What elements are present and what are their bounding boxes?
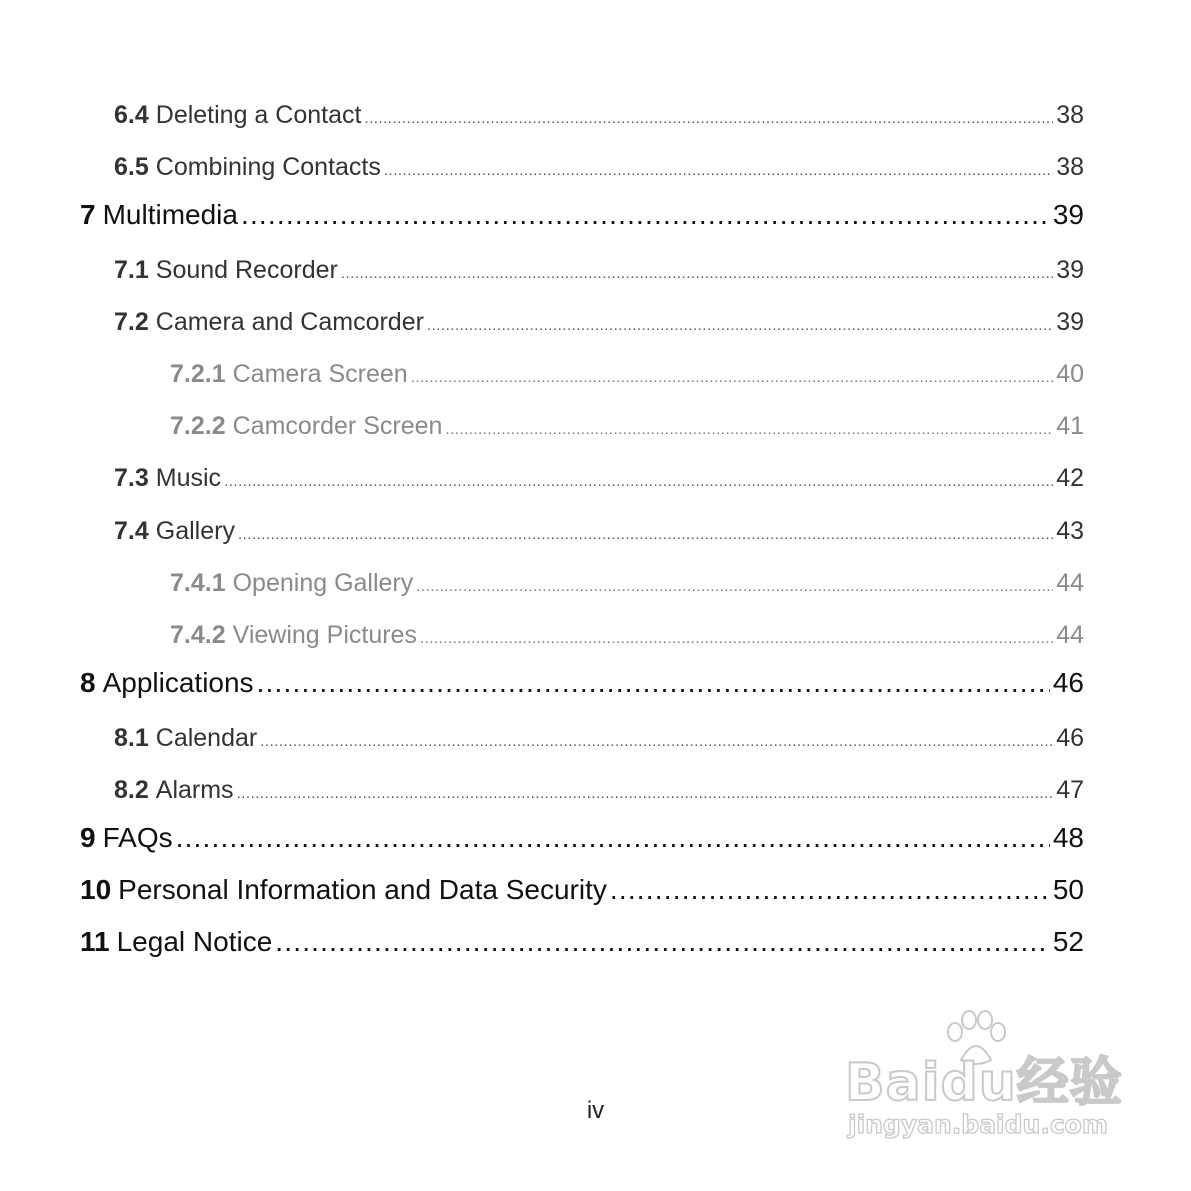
toc-entry-number: 9 — [80, 822, 96, 853]
dot-leader — [384, 162, 1053, 179]
dot-leader — [416, 578, 1053, 595]
dot-leader — [238, 526, 1053, 543]
toc-entry-title: FAQs — [102, 822, 173, 853]
dot-leader — [176, 822, 1050, 854]
toc-entry-number: 7 — [80, 199, 96, 230]
toc-entry-page: 41 — [1056, 412, 1084, 440]
toc-entry-title: Combining Contacts — [155, 153, 381, 181]
toc-entry-page: 39 — [1056, 308, 1084, 336]
toc-entry[interactable] — [114, 517, 1084, 553]
toc-entry-number: 8.2 — [114, 776, 149, 804]
toc-entry-number: 7.1 — [114, 256, 149, 284]
toc-entry-number: 7.4 — [114, 517, 149, 545]
dot-leader — [445, 421, 1053, 438]
toc-entry[interactable] — [114, 724, 1084, 760]
dot-leader — [275, 926, 1050, 958]
toc-entry-title: Alarms — [155, 776, 234, 804]
toc-entry-title: Calendar — [155, 724, 258, 752]
toc-entry-title: Personal Information and Data Security — [118, 874, 607, 905]
dot-leader — [341, 265, 1053, 282]
toc-entry-number: 7.2.2 — [170, 412, 226, 440]
toc-entry-page: 39 — [1052, 199, 1084, 230]
toc-entry-title: Music — [155, 464, 222, 492]
dot-leader — [420, 630, 1053, 647]
toc-entry-number: 7.4.2 — [170, 621, 226, 649]
toc-entry-page: 46 — [1056, 724, 1084, 752]
toc-entry-number: 7.2 — [114, 308, 149, 336]
toc-entry-title: Deleting a Contact — [155, 101, 362, 129]
toc-entry[interactable] — [80, 822, 1084, 862]
dot-leader — [241, 199, 1050, 231]
watermark-url: jingyan.baidu.com — [848, 1110, 1108, 1139]
toc-entry[interactable] — [114, 153, 1084, 189]
toc-entry-number: 10 — [80, 874, 112, 905]
toc-entry-page: 43 — [1056, 517, 1084, 545]
toc-entry-number: 8.1 — [114, 724, 149, 752]
toc-entry-number: 6.4 — [114, 101, 149, 129]
toc-entry[interactable] — [114, 776, 1084, 812]
toc-entry-page: 38 — [1056, 153, 1084, 181]
toc-entry-page: 39 — [1056, 256, 1084, 284]
dot-leader — [257, 667, 1050, 699]
dot-leader — [224, 473, 1053, 490]
toc-entry-title: Camcorder Screen — [232, 412, 443, 440]
toc-entry[interactable] — [170, 360, 1084, 396]
toc-entry-number: 7.4.1 — [170, 569, 226, 597]
toc-entry-page: 40 — [1056, 360, 1084, 388]
dot-leader — [427, 317, 1053, 334]
toc-entry-title: Camera Screen — [232, 360, 408, 388]
toc-entry-page: 38 — [1056, 101, 1084, 129]
toc-entry[interactable] — [114, 101, 1084, 137]
toc-entry[interactable] — [114, 308, 1084, 344]
toc-entry-page: 52 — [1052, 926, 1084, 957]
toc-entry[interactable] — [80, 199, 1084, 239]
toc-entry[interactable] — [114, 256, 1084, 292]
toc-entry[interactable] — [80, 926, 1084, 966]
toc-entry-page: 50 — [1052, 874, 1084, 905]
toc-entry-title: Camera and Camcorder — [155, 308, 424, 336]
toc-entry-title: Legal Notice — [116, 926, 273, 957]
toc-entry-page: 42 — [1056, 464, 1084, 492]
toc-entry[interactable] — [170, 621, 1084, 657]
toc-entry-page: 46 — [1052, 667, 1084, 698]
toc-entry-number: 11 — [80, 926, 110, 957]
toc-entry-number: 6.5 — [114, 153, 149, 181]
toc-entry[interactable] — [170, 569, 1084, 605]
toc-entry-number: 7.2.1 — [170, 360, 226, 388]
toc-entry-title: Applications — [102, 667, 254, 698]
toc-entry[interactable] — [170, 412, 1084, 448]
dot-leader — [364, 110, 1053, 127]
toc-entry-page: 48 — [1052, 822, 1084, 853]
toc-entry-title: Multimedia — [102, 199, 238, 230]
page-number: iv — [586, 1097, 605, 1124]
toc-entry[interactable] — [114, 464, 1084, 500]
dot-leader — [237, 785, 1054, 802]
toc-entry-page: 47 — [1056, 776, 1084, 804]
watermark-logo-text: Baidu经验 — [845, 1053, 1123, 1113]
toc-entry-page: 44 — [1056, 569, 1084, 597]
toc-entry[interactable] — [80, 667, 1084, 707]
dot-leader — [260, 733, 1053, 750]
toc-entry-number: 7.3 — [114, 464, 149, 492]
baidu-watermark — [845, 1010, 1125, 1150]
toc-entry-title: Viewing Pictures — [232, 621, 417, 649]
toc-entry-title: Opening Gallery — [232, 569, 414, 597]
toc-entry-page: 44 — [1056, 621, 1084, 649]
toc-entry-title: Gallery — [155, 517, 235, 545]
dot-leader — [411, 369, 1054, 386]
toc-entry-title: Sound Recorder — [155, 256, 338, 284]
toc-entry[interactable] — [80, 874, 1084, 914]
dot-leader — [610, 874, 1050, 906]
toc-entry-number: 8 — [80, 667, 96, 698]
